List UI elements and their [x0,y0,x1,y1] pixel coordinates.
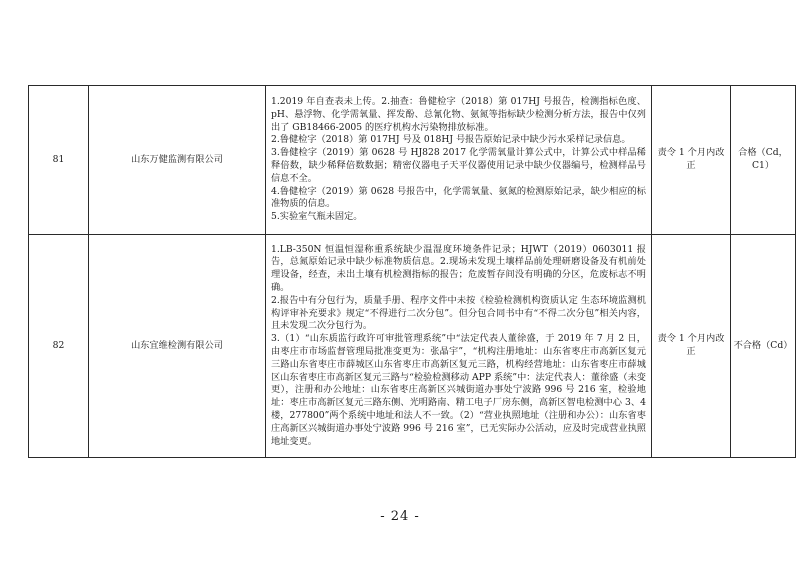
result-text: 不合格（Cd） [731,235,796,458]
table-row [29,86,796,235]
inspection-table [28,85,796,458]
row-number: 81 [29,86,89,235]
row-number: 82 [29,235,89,458]
issue-item: 1.2019 年自查表未上传。2.抽查：鲁健检字（2018）第 017HJ 号报告，检测指标色度、pH、悬浮物、化学需氧量、挥发酚、总氰化物、氨氮等指标缺少检测分析方法，报告中仅列出了 GB18466-2005 的医疗机构水污染物排放标准。 [271,96,646,133]
table-row [29,235,796,458]
measure-text: 责令 1 个月内改正 [652,86,731,235]
result-text: 合格（Cd，C1） [731,86,796,235]
issue-description [266,86,652,235]
company-name: 山东万健监测有限公司 [89,86,266,235]
issue-item: 3.（1）“山东质监行政许可审批管理系统”中“法定代表人董徐盛，于 2019 年 7 月 2 日，由枣庄市市场监督管理局批准变更为：张晶宇”，“机构注册地址：山东省枣庄市高新区复元三路山东省枣庄市薛城区山东省枣庄市高新区复元三路，机构经营地址：山东省枣庄市薛城区山东省枣庄市高新区复元三路与“检验检测移动 APP 系统”中：法定代表人：董徐盛（未变更），注册和办公地址：山东省枣庄高新区兴城街道办事处宁波路 996 号 216 室，检验地址：枣庄市高新区复元三路东侧、光明路南、精工电子厂房东侧，高新区智电检测中心 3、4 楼，277800”两个系统中地址和法人不一致。（2）“营业执照地址（注册和办公）：山东省枣庄高新区兴城街道办事处宁波路 996 号 216 室”，已无实际办公活动，应及时完成营业执照地址变更。 [271,333,646,447]
issue-description [266,235,652,458]
company-name: 山东宜维检测有限公司 [89,235,266,458]
issue-item: 1.LB-350N 恒温恒湿称重系统缺少温湿度环境条件记录；HJWT（2019）0603011 报告，总氮原始记录中缺少标准物质信息。2.现场未发现土壤样品前处理研磨设备及有机前处理设备，经查，未出土壤有机检测指标的报告；危废暂存间没有明确的分区，危废标志不明确。 [271,243,646,294]
issue-item: 4.鲁健检字（2019）第 0628 号报告中，化学需氧量、氨氮的检测原始记录，缺少相应的标准物质的信息。 [271,185,646,210]
issue-item: 2.鲁健检字（2018）第 017HJ 号及 018HJ 号报告原始记录中缺少污水采样记录信息。 [271,134,631,146]
issue-item: 5.实验室气瓶未固定。 [271,211,363,223]
issue-item: 2.报告中有分包行为，质量手册、程序文件中未按《检验检测机构资质认定 生态环境监测机构评审补充要求》规定“不得进行二次分包”。但分包合同书中有“不得二次分包”相关内容，且未发现二次分包行为。 [271,294,646,332]
page-number: - 24 - [380,509,420,524]
measure-text: 责令 1 个月内改正 [652,235,731,458]
issue-item: 3.鲁健检字（2019）第 0628 号 HJ828 2017 化学需氧量计算公式中，计算公式中样品稀释倍数，缺少稀释倍数数据；精密仪器电子天平仪器使用记录中缺少仪器编号，检测样品号信息不全。 [271,147,646,184]
